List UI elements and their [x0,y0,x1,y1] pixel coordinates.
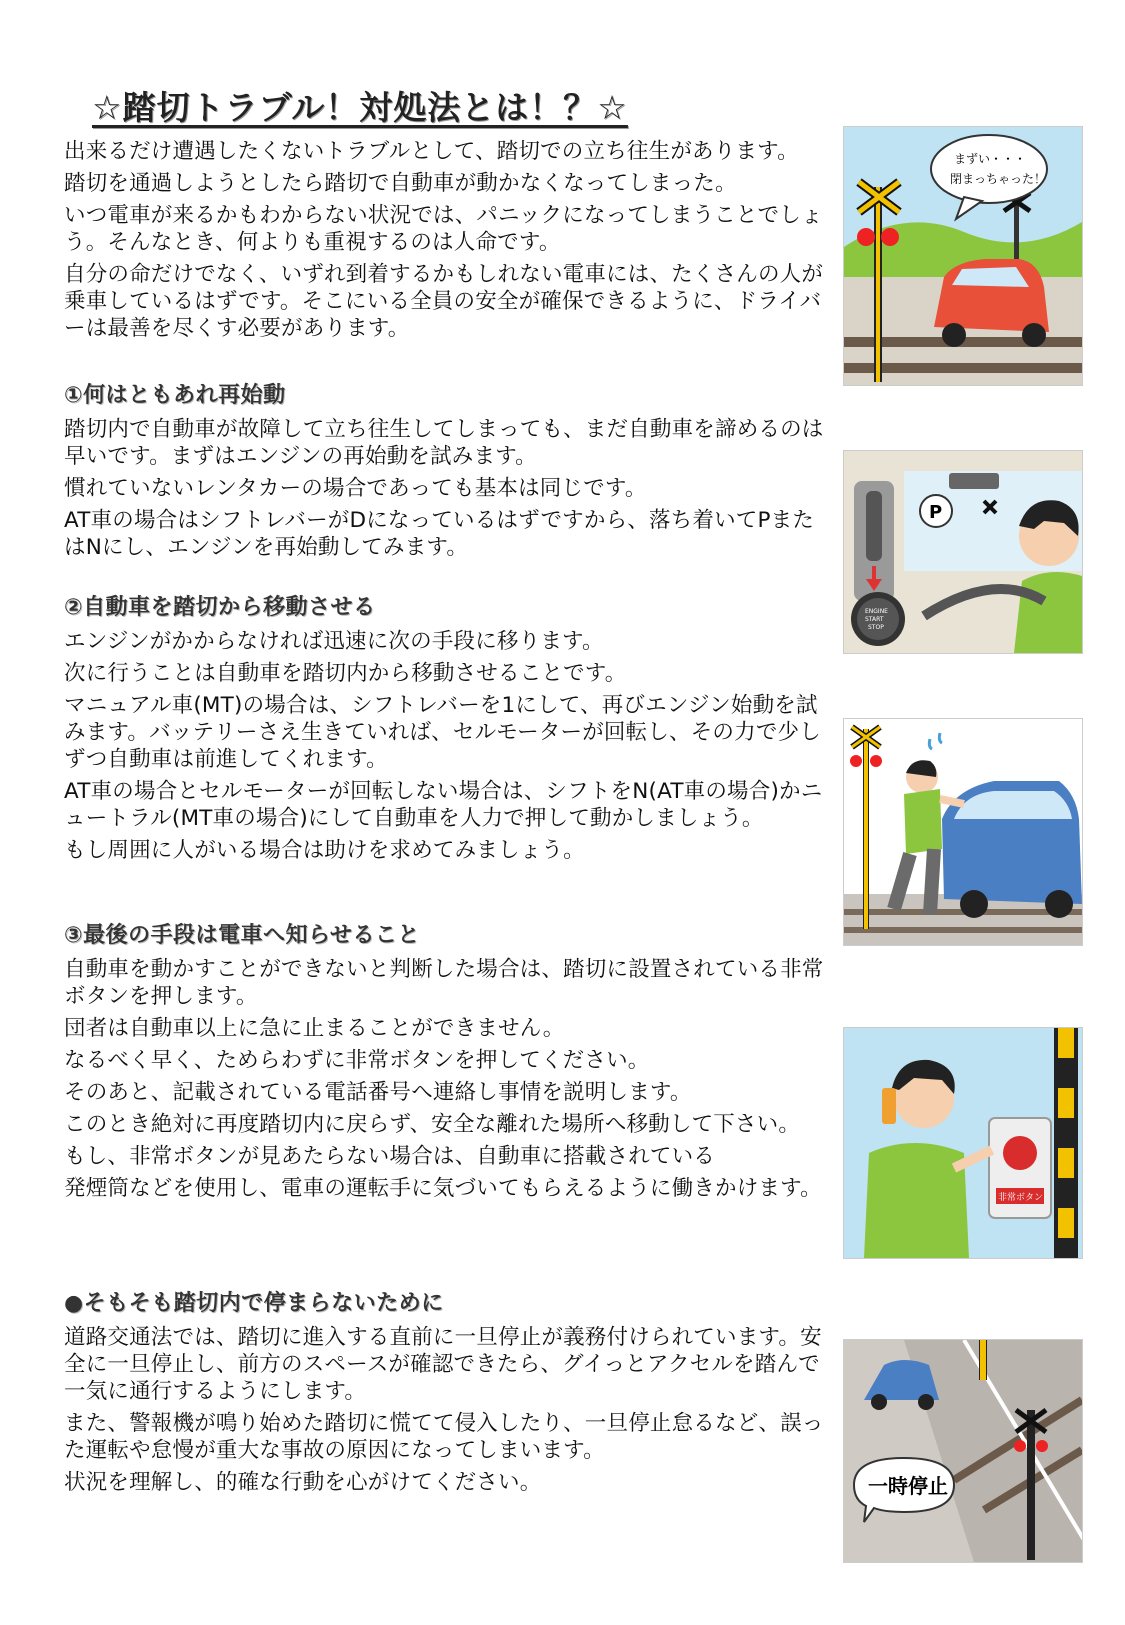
section-move-car [64,590,824,869]
illustration-push-car [843,718,1083,946]
section-paragraph: もし、非常ボタンが見あたらない場合は、自動車に搭載されている [64,1144,716,1169]
section-paragraph: 次に行うことは自動車を踏切内から移動させることです。 [64,661,627,686]
section-paragraph: AT車の場合はシフトレバーがDになっているはずですから、落ち着いてPまたはNにし、エンジンを再始動してみます。 [64,508,815,560]
emergency-button-icon [989,1118,1051,1218]
section-notify-train [64,918,824,1207]
section-paragraph: エンジンがかからなければ迅速に次の手段に移ります。 [64,629,604,654]
illustration-stop-sign [843,1339,1083,1563]
section-paragraph: 踏切内で自動車が故障して立ち往生してしまっても、まだ自動車を諦めるのは早いです。まずはエンジンの再始動を試みます。 [64,417,824,469]
section-paragraph: 発煙筒などを使用し、電車の運転手に気づいてもらえるように働きかけます。 [64,1176,822,1201]
intro-paragraph: 自分の命だけでなく、いずれ到着するかもしれない電車には、たくさんの人が乗車しているはずです。そこにいる全員の安全が確保できるように、ドライバーは最善を尽くす必要があります。 [64,262,824,341]
intro-paragraph: 出来るだけ遭遇したくないトラブルとして、踏切での立ち往生があります。 [64,139,799,164]
section-paragraph: マニュアル車(MT)の場合は、シフトレバーを1にして、再びエンジン始動を試みます。バッテリーさえ生きていれば、セルモーターが回転し、その力で少しずつ自動車は前進してくれます。 [64,693,821,772]
intro-paragraph: 踏切を通過しようとしたら踏切で自動車が動かなくなってしまった。 [64,171,737,196]
section-heading: ●そもそも踏切内で停まらないために [64,1291,444,1316]
section-heading: ③最後の手段は電車へ知らせること [64,923,420,948]
engine-button-text: START [865,616,884,623]
section-paragraph: 自動車を動かすことができないと判断した場合は、踏切に設置されている非常ボタンを押します。 [64,957,824,1009]
section-paragraph: 状況を理解し、的確な行動を心がけてください。 [64,1470,542,1495]
illustration-stuck-car [843,126,1083,386]
bubble-text: まずい・・・ [954,152,1027,166]
stop-sign-label: 一時停止 [868,1474,948,1498]
section-heading: ②自動車を踏切から移動させる [64,595,376,620]
section-paragraph: もし周囲に人がいる場合は助けを求めてみましょう。 [64,838,585,863]
section-paragraph: また、警報機が鳴り始めた踏切に慌てて侵入したり、一旦停止怠るなど、誤った運転や怠慢が重大な事故の原因になってしまいます。 [64,1411,824,1463]
page-title: ☆踏切トラブル！対処法とは！？☆ [92,88,628,127]
engine-button-text: STOP [868,624,884,631]
shift-p-label: P [929,502,943,523]
intro-paragraph: いつ電車が来るかもわからない状況では、パニックになってしまうことでしょう。そんなとき、何よりも重視するのは人命です。 [64,203,823,255]
section-heading: ①何はともあれ再始動 [64,383,286,408]
illustration-restart-engine [843,450,1083,654]
section-paragraph: 道路交通法では、踏切に進入する直前に一旦停止が義務付けられています。安全に一旦停止し、前方のスペースが確認できたら、グイっとアクセルを踏んで一気に通行するようにします。 [64,1325,822,1404]
illustration-emergency-button [843,1027,1083,1259]
section-restart [64,378,824,566]
section-paragraph: 団者は自動車以上に急に止まることができません。 [64,1016,565,1041]
section-paragraph: 慣れていないレンタカーの場合であっても基本は同じです。 [64,476,647,501]
section-paragraph: そのあと、記載されている電話番号へ連絡し事情を説明します。 [64,1080,692,1105]
engine-button-text: ENGINE [865,608,888,615]
section-paragraph: なるべく早く、ためらわずに非常ボタンを押してください。 [64,1048,650,1073]
intro-section [64,138,824,347]
section-paragraph: このとき絶対に再度踏切内に戻らず、安全な離れた場所へ移動して下さい。 [64,1112,801,1137]
emergency-button-label: 非常ボタン [998,1193,1044,1203]
bubble-text: 閉まっちゃった！ [950,172,1047,186]
section-paragraph: AT車の場合とセルモーターが回転しない場合は、シフトをN(AT車の場合)かニュートラル(MT車の場合)にして自動車を人力で押して動かしましょう。 [64,779,823,831]
section-prevention [64,1286,824,1501]
